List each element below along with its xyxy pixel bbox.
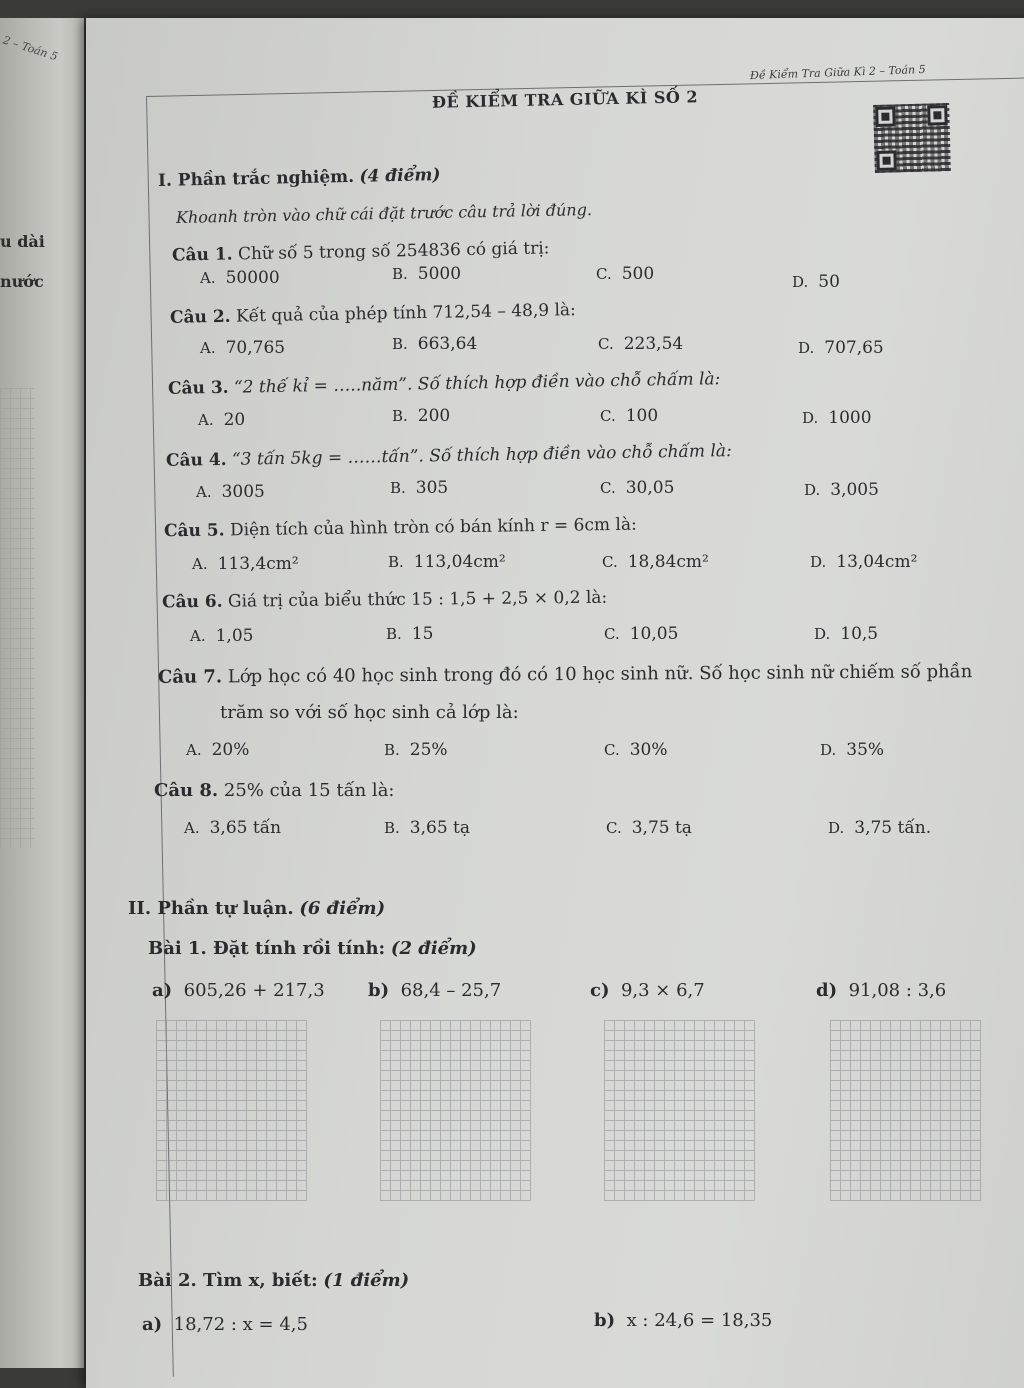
question-label: Câu 8. — [154, 780, 219, 801]
option-letter: A. — [184, 819, 200, 837]
option-a[interactable] — [200, 338, 285, 358]
question-text: “2 thế kỉ = …..năm”. Số thích hợp điền vào chỗ chấm là: — [233, 369, 721, 398]
option-value: 25% — [409, 740, 448, 760]
option-value: 35% — [846, 740, 885, 760]
bai1-points: (2 điểm) — [390, 938, 477, 959]
option-value: 20 — [223, 410, 246, 430]
option-d[interactable] — [802, 408, 872, 428]
option-letter: B. — [392, 335, 408, 353]
part1-title: I. Phần trắc nghiệm. — [157, 166, 355, 191]
item-expression: 605,26 + 217,3 — [183, 980, 325, 1001]
option-value: 3,75 tạ — [631, 818, 692, 838]
item-label: a) — [142, 1314, 163, 1335]
option-value: 500 — [621, 264, 655, 284]
qr-finder-icon — [876, 150, 897, 171]
question-text: “3 tấn 5kg = ……tấn”. Số thích hợp điền vào chỗ chấm là: — [231, 441, 732, 470]
option-letter: A. — [192, 555, 208, 573]
option-d[interactable] — [820, 740, 884, 760]
option-d[interactable] — [810, 552, 917, 572]
option-value: 1,05 — [215, 626, 254, 646]
option-value: 3,65 tạ — [409, 818, 471, 838]
question-text: Lớp học có 40 học sinh trong đó có 10 học sinh nữ. Số học sinh nữ chiếm số phần — [227, 661, 973, 688]
question-label: Câu 7. — [157, 666, 223, 688]
bai2-label: Bài 2. Tìm x, biết: — [138, 1270, 318, 1291]
option-letter: A. — [200, 339, 216, 357]
option-letter: C. — [604, 625, 620, 643]
option-d[interactable] — [828, 818, 931, 838]
option-value: 20% — [211, 740, 250, 760]
question-text: Chữ số 5 trong số 254836 có giá trị: — [237, 238, 550, 265]
question-label: Câu 2. — [169, 306, 231, 328]
option-c[interactable] — [602, 552, 709, 572]
option-value: 707,65 — [824, 338, 884, 358]
option-value: 305 — [415, 478, 449, 498]
item-label: c) — [590, 980, 610, 1001]
item-label: b) — [594, 1310, 616, 1331]
option-letter: D. — [814, 625, 831, 643]
option-c[interactable] — [604, 624, 678, 644]
option-letter: D. — [820, 741, 837, 759]
option-b[interactable] — [392, 406, 450, 426]
item-label: a) — [152, 980, 173, 1001]
bai1-item-c — [590, 980, 705, 1001]
option-letter: C. — [606, 819, 622, 837]
option-c[interactable] — [596, 264, 654, 284]
option-letter: B. — [384, 819, 400, 837]
option-b[interactable] — [388, 552, 506, 572]
item-expression: 9,3 × 6,7 — [620, 980, 705, 1001]
page-title: ĐỀ KIỂM TRA GIỮA KÌ SỐ 2 — [431, 87, 699, 112]
option-letter: C. — [600, 407, 616, 425]
option-value: 3,65 tấn — [209, 818, 282, 838]
qr-finder-icon — [875, 106, 896, 127]
work-grid-a[interactable] — [156, 1020, 307, 1201]
option-value: 200 — [417, 406, 451, 426]
option-value: 70,765 — [225, 338, 286, 358]
option-a[interactable] — [198, 410, 245, 430]
option-value: 10,05 — [629, 624, 679, 644]
part1-points: (4 điểm) — [359, 165, 441, 187]
option-value: 113,4cm² — [217, 554, 299, 574]
option-c[interactable] — [600, 406, 658, 426]
option-c[interactable] — [606, 818, 692, 838]
option-c[interactable] — [600, 478, 674, 498]
question-label: Câu 6. — [161, 591, 223, 613]
part2-title: II. Phần tự luận. — [128, 898, 294, 919]
option-letter: B. — [384, 741, 400, 759]
item-expression: 91,08 : 3,6 — [848, 980, 947, 1001]
option-letter: B. — [390, 479, 406, 497]
option-b[interactable] — [386, 624, 433, 644]
option-letter: C. — [600, 479, 616, 497]
question-text: Kết quả của phép tính 712,54 – 48,9 là: — [235, 300, 577, 327]
option-value: 1000 — [828, 408, 872, 428]
option-a[interactable] — [186, 740, 249, 760]
option-letter: C. — [602, 553, 618, 571]
option-value: 3,75 tấn. — [854, 818, 932, 838]
option-letter: B. — [392, 265, 408, 283]
bai2-heading — [138, 1270, 409, 1291]
option-letter: A. — [196, 483, 212, 501]
option-letter: D. — [810, 553, 827, 571]
bai1-heading — [148, 938, 477, 959]
question-label: Câu 5. — [163, 520, 225, 542]
option-letter: D. — [804, 481, 821, 499]
left-page-word: nước — [0, 272, 44, 291]
question-label: Câu 1. — [171, 244, 233, 266]
option-value: 3,005 — [830, 480, 879, 500]
option-b[interactable] — [392, 334, 477, 354]
bai2-item-a — [142, 1314, 308, 1335]
option-value: 18,84cm² — [627, 552, 709, 572]
option-value: 100 — [625, 406, 659, 426]
qr-finder-icon — [927, 105, 948, 126]
part2-heading — [128, 898, 385, 919]
option-a[interactable] — [184, 818, 281, 838]
item-expression: x : 24,6 = 18,35 — [626, 1310, 773, 1331]
option-c[interactable] — [598, 334, 683, 354]
bai1-label: Bài 1. Đặt tính rồi tính: — [148, 938, 386, 959]
option-letter: B. — [388, 553, 404, 571]
question-label: Câu 4. — [165, 449, 227, 471]
option-value: 113,04cm² — [413, 552, 506, 572]
option-value: 50000 — [225, 268, 280, 288]
option-value: 50 — [818, 272, 840, 292]
option-d[interactable] — [792, 272, 840, 292]
option-letter: B. — [392, 407, 408, 425]
question-text: Giá trị của biểu thức 15 : 1,5 + 2,5 × 0,2 là: — [227, 587, 608, 612]
option-value: 663,64 — [417, 334, 478, 354]
option-value: 15 — [411, 624, 434, 644]
exam-page — [86, 18, 1024, 1388]
item-label: d) — [816, 980, 838, 1001]
option-letter: A. — [186, 741, 202, 759]
option-d[interactable] — [804, 480, 879, 500]
work-grid-c[interactable] — [604, 1020, 755, 1201]
option-value: 3005 — [221, 482, 265, 502]
option-b[interactable] — [384, 818, 470, 838]
option-value: 13,04cm² — [836, 552, 918, 572]
item-label: b) — [368, 980, 390, 1001]
option-value: 30% — [629, 740, 668, 760]
bai1-item-d — [816, 980, 946, 1001]
option-a[interactable] — [196, 482, 265, 502]
option-letter: A. — [198, 411, 214, 429]
left-page-word: u dài — [0, 232, 45, 251]
option-b[interactable] — [390, 478, 448, 498]
option-letter: D. — [802, 409, 819, 427]
option-d[interactable] — [814, 624, 878, 644]
qr-code-icon — [873, 103, 951, 173]
bai1-item-a — [152, 980, 325, 1001]
option-a[interactable] — [200, 268, 280, 288]
work-grid-d[interactable] — [830, 1020, 981, 1201]
left-page-header: 2 – Toán 5 — [1, 33, 60, 64]
option-letter: C. — [596, 265, 612, 283]
option-letter: D. — [792, 273, 809, 291]
option-letter: B. — [386, 625, 402, 643]
bai2-item-b — [594, 1310, 772, 1331]
option-b[interactable] — [384, 740, 448, 760]
part2-points: (6 điểm) — [299, 898, 386, 919]
work-grid-b[interactable] — [380, 1020, 531, 1201]
option-a[interactable] — [190, 626, 253, 646]
question-7-continued: trăm so với số học sinh cả lớp là: — [220, 702, 519, 723]
option-letter: D. — [798, 339, 815, 357]
option-letter: D. — [828, 819, 845, 837]
left-page-grid — [0, 388, 34, 848]
question-label: Câu 3. — [167, 377, 229, 399]
option-value: 5000 — [417, 264, 462, 284]
option-value: 30,05 — [625, 478, 675, 498]
option-letter: A. — [200, 269, 216, 287]
left-page-edge — [0, 18, 84, 1368]
option-letter: C. — [604, 741, 620, 759]
item-expression: 18,72 : x = 4,5 — [173, 1314, 308, 1335]
question-text: Diện tích của hình tròn có bán kính r = 6cm là: — [229, 514, 637, 541]
option-value: 223,54 — [623, 334, 684, 354]
question-8 — [154, 780, 395, 801]
option-c[interactable] — [604, 740, 668, 760]
bai1-item-b — [368, 980, 501, 1001]
option-letter: C. — [598, 335, 614, 353]
question-text: 25% của 15 tấn là: — [223, 780, 395, 801]
part1-instruction: Khoanh tròn vào chữ cái đặt trước câu trả lời đúng. — [175, 200, 593, 227]
option-letter: A. — [190, 627, 206, 645]
item-expression: 68,4 – 25,7 — [400, 980, 502, 1001]
running-header: Đề Kiểm Tra Giữa Kì 2 – Toán 5 — [749, 62, 926, 83]
option-a[interactable] — [192, 554, 299, 574]
bai2-points: (1 điểm) — [323, 1270, 410, 1291]
option-d[interactable] — [798, 338, 884, 358]
option-value: 10,5 — [840, 624, 879, 644]
option-b[interactable] — [392, 264, 461, 284]
